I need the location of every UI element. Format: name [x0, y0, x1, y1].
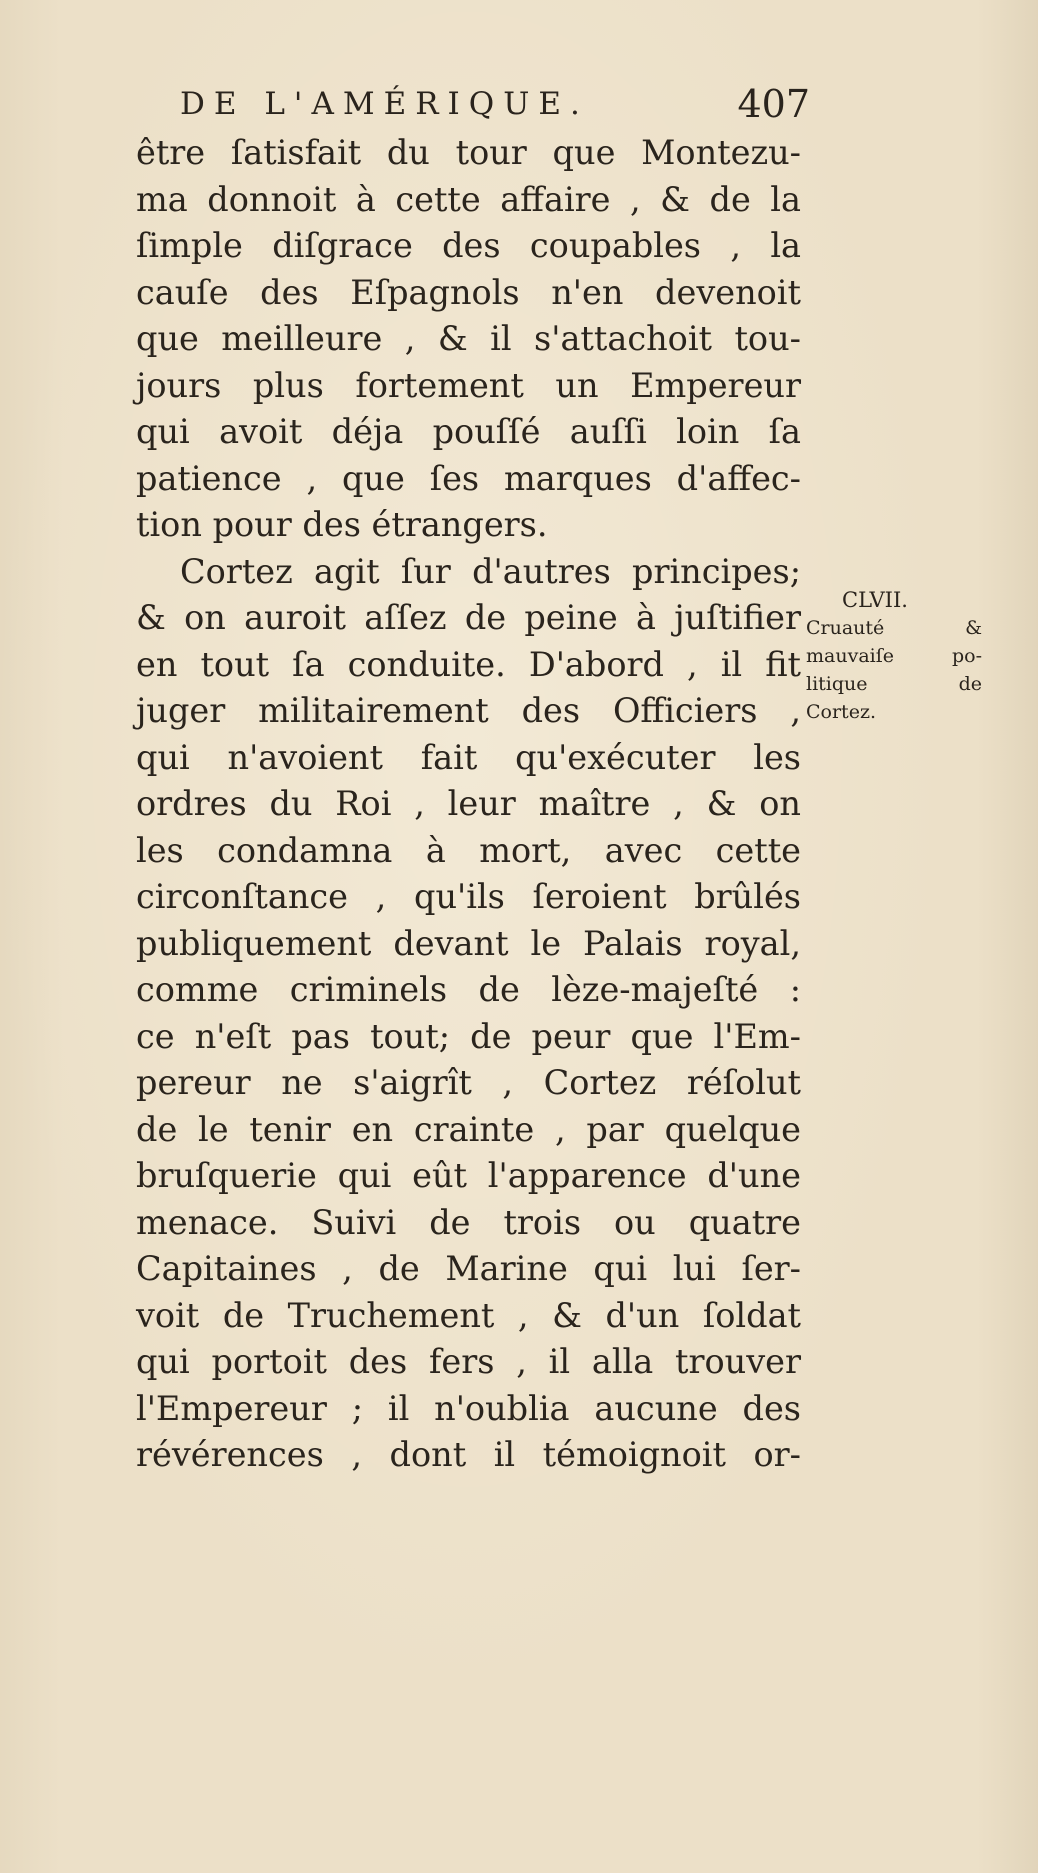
text-line: les condamna à mort, avec cette [136, 830, 801, 870]
text-line: l'Empereur ; il n'oublia aucune des [136, 1388, 801, 1428]
margin-note-number: CLVII. [842, 588, 908, 612]
text-line: Capitaines , de Marine qui lui ſer- [136, 1249, 801, 1288]
page-header [180, 82, 810, 132]
margin-note-line: Cruauté & [806, 617, 982, 639]
text-line: & on auroit aſſez de peine à juſtifier [136, 598, 801, 637]
text-line: en tout ſa conduite. D'abord , il fit [136, 644, 801, 684]
text-line: publiquement devant le Palais royal, [136, 923, 801, 963]
text-line: ma donnoit à cette affaire , & de la [136, 179, 801, 219]
text-line: ordres du Roi , leur maître , & on [136, 784, 801, 823]
text-line: de le tenir en crainte , par quelque [136, 1109, 801, 1149]
text-line: tion pour des étrangers. [136, 505, 548, 544]
text-line: comme criminels de lèze-majeſté : [136, 970, 801, 1009]
text-line: voit de Truchement , & d'un ſoldat [136, 1295, 801, 1335]
text-line: ce n'eſt pas tout; de peur que l'Em- [136, 1016, 801, 1056]
text-line: qui portoit des fers , il alla trouver [136, 1342, 801, 1381]
text-line: que meilleure , & il s'attachoit tou- [136, 319, 801, 358]
running-head: DE L'AMÉRIQUE. [180, 86, 589, 122]
margin-note-line: mauvaiſe po- [806, 645, 982, 667]
text-line: circonſtance , qu'ils ſeroient brûlés [136, 877, 801, 916]
text-line: ſimple diſgrace des coupables , la [136, 226, 801, 265]
text-line: bruſquerie qui eût l'apparence d'une [136, 1156, 801, 1195]
text-line: juger militairement des Officiers , [136, 691, 801, 730]
text-line: pereur ne s'aigrît , Cortez réſolut [136, 1063, 801, 1102]
margin-note-line: Cortez. [806, 701, 876, 723]
text-line: qui avoit déja pouſſé auſſi loin ſa [136, 412, 801, 451]
text-line: révérences , dont il témoignoit or- [136, 1435, 801, 1474]
text-line: menace. Suivi de trois ou quatre [136, 1202, 801, 1242]
text-line: Cortez agit ſur d'autres principes; [180, 551, 801, 591]
text-line: être ſatisfait du tour que Montezu- [136, 133, 801, 172]
margin-note-line: litique de [806, 673, 982, 695]
text-line: qui n'avoient fait qu'exécuter les [136, 737, 801, 777]
body-text [136, 130, 801, 1479]
text-line: jours plus fortement un Empereur [136, 365, 801, 405]
page-number: 407 [737, 82, 810, 126]
text-line: cauſe des Eſpagnols n'en devenoit [136, 272, 801, 312]
text-line: patience , que ſes marques d'affec- [136, 458, 801, 498]
margin-note [806, 586, 982, 726]
